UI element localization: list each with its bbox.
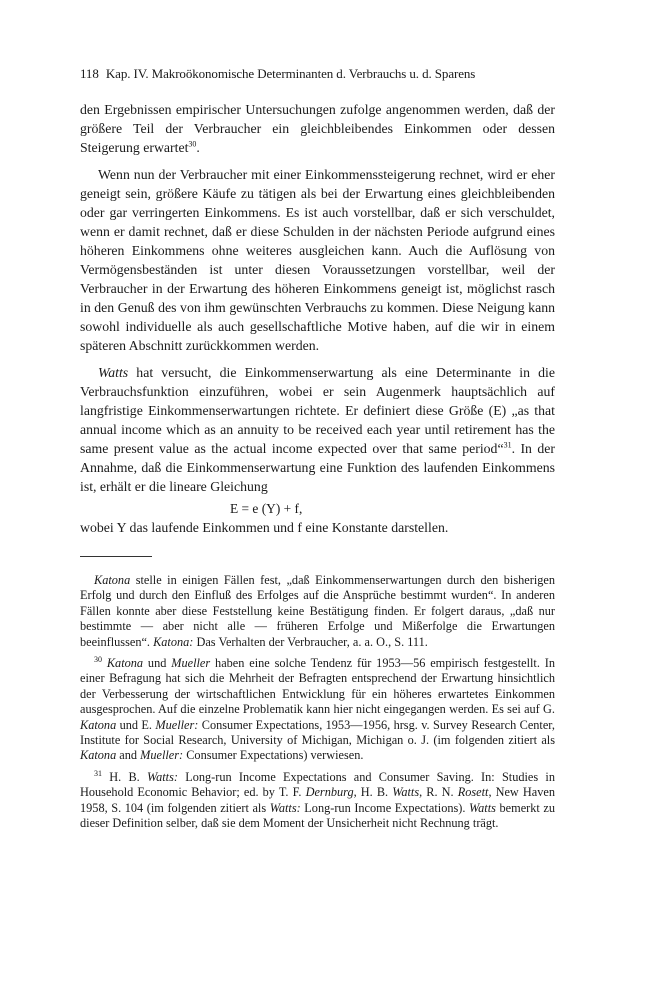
fn29-author-2: Katona:: [153, 634, 194, 649]
equation: E = e (Y) + f,: [230, 501, 303, 516]
paragraph-3-text: hat versucht, die Einkommenserwartung als eine Determinante in die Verbrauchsfunktion einzuführen, wobei er sein Augenmerk hauptsächlich auf langfristige Einkommenserwartungen richtete. Er definiert diese Größe (E) „as that annual income which as an annuity to be received each year until retirement has the same present value as the actual income expected over that same period“: [80, 365, 555, 456]
fn31-seg-d: Dernburg: [305, 785, 354, 800]
footnote-ref-31: 31: [503, 440, 512, 450]
fn31-seg-k: Long-run Income Expectations).: [300, 800, 470, 815]
fn30-seg-g: Mueller:: [155, 717, 199, 732]
fn31-seg-m: bemerkt zu dieser Definition selber, daß sie dem Moment der Unsicherheit nicht Rechnung trägt.: [80, 800, 556, 831]
paragraph-2: Wenn nun der Verbraucher mit einer Einkommenssteigerung rechnet, wird er eher geneigt sein, größere Käufe zu tätigen als bei der Erwartung eines gleichbleibenden oder gar verringerten Einkommens. Es ist auch vorstellbar, daß er sich verschuldet, wenn er damit rechnet, daß er diese Schulden in der nächsten Periode aufgrund eines höheren Einkommens ohne weiteres ausgleichen kann. Auch die Auflösung von Vermögensbeständen ist unter diesen Voraussetzungen vorstellbar, weil der Verbraucher in der Erwartung des höheren Einkommens geneigt ist, möglichst rasch in den Genuß des von ihm gewünschten Verbrauchs zu kommen. Diese Neigung kann sowohl individuelle als auch gesellschaftliche Motive haben, auf die wir in einem späteren Abschnitt zurückkommen werden.: [80, 167, 555, 353]
fn30-seg-c: Mueller: [171, 656, 211, 671]
fn31-seg-j: Watts:: [269, 800, 301, 815]
paragraph-3-end: . In der Annahme, daß die Einkommenserwartung eine Funktion des laufenden Einkommens ist, erhält er die lineare Gleichung: [80, 441, 555, 494]
fn31-seg-l: Watts: [469, 800, 496, 815]
fn30-number: 30: [94, 654, 102, 664]
footnote-29: [80, 573, 555, 650]
fn31-seg-h: Rosett: [457, 785, 489, 800]
fn31-seg-f: Watts: [392, 785, 420, 800]
fn30-seg-h: Consumer Expectations, 1953—1956, hrsg. v. Survey Research Center, Institute for Social Research, University of Michigan, Michigan o. J. (im folgenden zitiert als: [80, 717, 555, 748]
fn29-text: stelle in einigen Fällen fest, „daß Einkommenserwartungen durch den bisherigen Erfolg und durch den Einfluß des Erfolges auf die Ansprüche bestimmt wurden“. In anderen Fällen konnte aber diese Feststellung keine Bestätigung finden. Er folgert daraus, „daß nur bestimmte — aber nicht alle — früheren Erfolge und Mißerfolge die Erwartungen beeinflussen“.: [80, 573, 555, 649]
footnote-ref-30: 30: [188, 139, 197, 149]
running-header: [80, 66, 555, 82]
paragraph-4: wobei Y das laufende Einkommen und f eine Konstante darstellen.: [80, 520, 449, 535]
footnote-30: [80, 656, 555, 764]
fn30-seg-j: and: [116, 748, 141, 763]
running-title: Kap. IV. Makroökonomische Determinanten d. Verbrauchs u. d. Sparens: [105, 66, 476, 81]
book-page: [80, 66, 555, 832]
fn31-seg-a: H. B.: [102, 769, 147, 784]
fn30-seg-a: Katona: [106, 656, 144, 671]
fn31-seg-b: Watts:: [146, 769, 178, 784]
fn30-seg-l: Consumer Expectations) verwiesen.: [183, 748, 364, 763]
page-number: 118: [80, 66, 99, 81]
fn31-seg-c: Long-run Income Expectations and Consumer Saving. In: Studies in Household Economic Behavior; ed. by T. F.: [80, 769, 555, 800]
fn29-author: Katona: [94, 573, 131, 587]
paragraph-1-text: den Ergebnissen empirischer Untersuchungen zufolge angenommen werden, daß der größere Teil der Verbraucher ein gleichbleibendes Einkommen oder dessen Steigerung erwartet: [80, 102, 555, 155]
footnote-divider: [80, 556, 152, 557]
fn29-citation: Das Verhalten der Verbraucher, a. a. O., S. 111.: [193, 634, 428, 649]
fn30-seg-b: und: [143, 656, 172, 671]
fn30-seg-e: Katona: [80, 717, 117, 732]
fn30-seg-k: Mueller:: [140, 748, 184, 763]
fn30-seg-d: haben eine solche Tendenz für 1953—56 empirisch festgestellt. In einer Befragung hat sich die Mehrheit der Befragten entsprechend der Erwartung hinsichtlich der Verbesserung der wirtschaftlichen Entwicklung für ein höheres erwartetes Einkommen ausgesprochen. Auf die einzelne Problematik kann hier nicht eingegangen werden. Es sei auf G.: [80, 656, 556, 717]
main-text: [80, 100, 555, 537]
author-watts: Watts: [98, 365, 129, 380]
paragraph-1: [80, 100, 555, 157]
paragraph-3: [80, 363, 555, 496]
fn31-seg-e: , H. B.: [353, 785, 393, 800]
fn30-seg-f: und E.: [116, 717, 156, 732]
footnote-31: [80, 770, 555, 832]
fn31-seg-g: , R. N.: [419, 785, 458, 800]
fn31-seg-i: , New Haven 1958, S. 104 (im folgenden zitiert als: [80, 785, 555, 815]
fn30-seg-i: Katona: [80, 748, 117, 763]
fn31-number: 31: [94, 768, 102, 778]
footnotes: [80, 573, 555, 832]
paragraph-1-end: .: [196, 140, 200, 155]
